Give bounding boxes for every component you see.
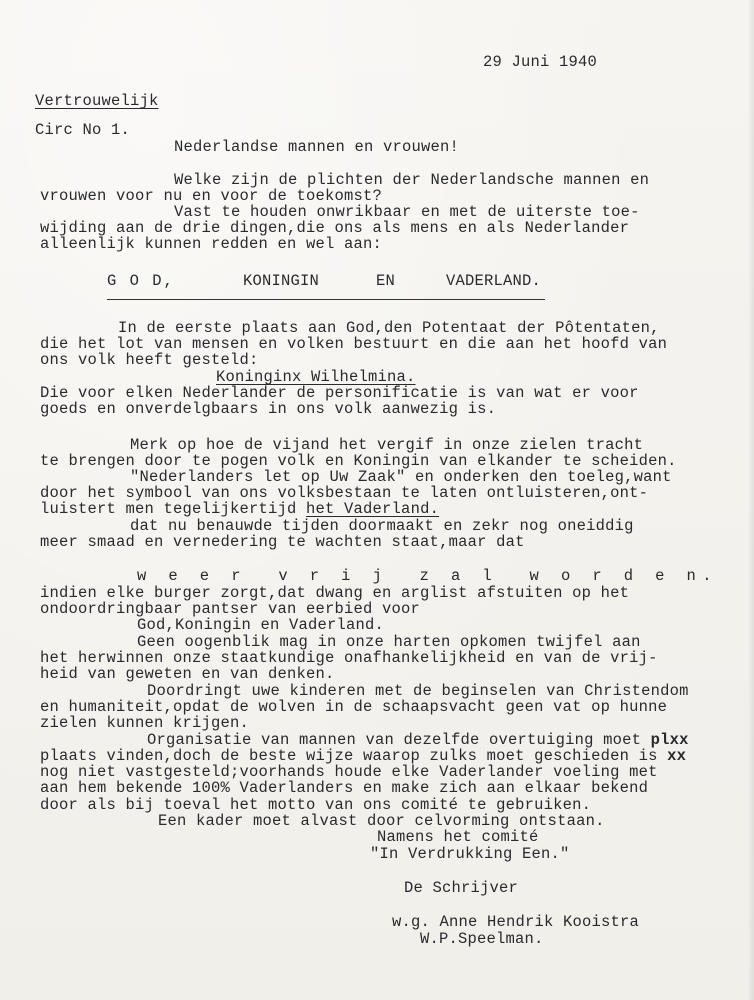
p1-line-3: Vast te houden onwrikbaar en met de uiterste toe- bbox=[174, 203, 640, 221]
p4-line-14: aan hem bekende 100% Vaderlanders en make zich aan elkaar bekend bbox=[40, 779, 649, 797]
p1-line-1: Welke zijn de plichten der Nederlandsche mannen en bbox=[174, 171, 650, 189]
p3-line-1: Merk op hoe de vijand het vergif in onze zielen tracht bbox=[130, 436, 644, 454]
p4-line-9: en humaniteit,opdat de wolven in de schaapsvacht geen vat op hunne bbox=[40, 698, 668, 716]
p3-fatherland: het Vaderland. bbox=[306, 500, 440, 518]
signature-line-1: w.g. Anne Hendrik Kooistra bbox=[392, 913, 640, 931]
p3-line-7: meer smaad en vernedering te wachten staat,maar dat bbox=[40, 533, 525, 551]
p4-line-16: Een kader moet alvast door celvorming ontstaan. bbox=[158, 812, 605, 830]
motto-en: EN bbox=[376, 272, 396, 290]
p4-strikeover-1: plxx bbox=[650, 731, 689, 749]
p2-line-3: ons volk heeft gesteld: bbox=[40, 351, 259, 369]
motto-god: G O D, bbox=[107, 272, 175, 290]
p4-line-11-text: Organisatie van mannen van dezelfde overtuiging moet bbox=[147, 731, 651, 749]
p4-line-6: het herwinnen onze staatkundige onafhankelijkheid en van de vrij- bbox=[40, 649, 658, 667]
p4-line-12 bbox=[40, 748, 686, 764]
p4-strikeover-2: xx bbox=[667, 747, 687, 765]
page-edge-shadow bbox=[748, 0, 754, 1000]
p3-line-5-text: luistert men tegelijkertijd bbox=[40, 500, 307, 518]
salutation: Nederlandse mannen en vrouwen! bbox=[174, 138, 460, 156]
p2-line-2: die het lot van mensen en volken bestuurt en die aan het hoofd van bbox=[40, 335, 668, 353]
p4-line-10: zielen kunnen krijgen. bbox=[40, 714, 250, 732]
p1-line-4: wijding aan de drie dingen,die ons als mens en als Nederlander bbox=[40, 219, 630, 237]
circular-number: Circ No 1. bbox=[35, 121, 131, 139]
p4-line-8: Doordringt uwe kinderen met de beginselen van Christendom bbox=[147, 682, 689, 700]
classification-label: Vertrouwelijk bbox=[35, 92, 159, 110]
p2-line-6: goeds en onverdelgbaars in ons volk aanwezig is. bbox=[40, 400, 497, 418]
p4-line-15: door als bij toeval het motto van ons comité te gebruiken. bbox=[40, 796, 592, 814]
p1-line-5: alleenlijk kunnen redden en wel aan: bbox=[40, 235, 383, 253]
motto-vaderland: VADERLAND. bbox=[446, 272, 542, 290]
p3-line-5 bbox=[40, 501, 439, 517]
p1-line-2: vrouwen voor nu en voor de toekomst? bbox=[40, 187, 383, 205]
p2-line-1: In de eerste plaats aan God,den Potentaat der Pôtentaten, bbox=[118, 319, 660, 337]
p3-line-2: te brengen door te pogen volk en Koningin van elkander te scheiden. bbox=[40, 452, 677, 470]
p4-line-3: ondoordringbaar pantser van eerbied voor bbox=[40, 600, 421, 618]
signature-line-2: W.P.Speelman. bbox=[420, 930, 544, 948]
motto-divider bbox=[107, 299, 545, 300]
p4-line-5: Geen oogenblik mag in onze harten opkomen twijfel aan bbox=[137, 633, 641, 651]
p3-line-6: dat nu benauwde tijden doormaakt en zekr nog oneiddig bbox=[130, 517, 634, 535]
p4-line-7: heid van geweten en van denken. bbox=[40, 665, 335, 683]
p3-line-3: "Nederlanders let op Uw Zaak" en onderken den toeleg,want bbox=[130, 468, 672, 486]
p4-free-again: w e e r v r i j z a l w o r d e n. bbox=[137, 567, 718, 585]
document-date: 29 Juni 1940 bbox=[483, 53, 598, 71]
p4-line-2: indien elke burger zorgt,dat dwang en arglist afstuiten op het bbox=[40, 584, 630, 602]
p2-line-5: Die voor elken Nederlander de personificatie is van wat er voor bbox=[40, 384, 639, 402]
p3-line-4: door het symbool van ons volksbestaan te laten ontluisteren,ont- bbox=[40, 484, 649, 502]
p4-line-12-text: plaats vinden,doch de beste wijze waarop zulks moet geschieden is bbox=[40, 747, 668, 765]
p2-queen-name: Koninginx Wilhelmina. bbox=[216, 368, 416, 386]
motto-koningin: KONINGIN bbox=[243, 272, 320, 290]
p4-line-11 bbox=[147, 732, 689, 748]
p4-line-13: nog niet vastgesteld;voorhands houde elke Vaderlander voeling met bbox=[40, 763, 658, 781]
closing-author-label: De Schrijver bbox=[404, 879, 519, 897]
closing-committee: "In Verdrukking Een." bbox=[370, 845, 570, 863]
closing-namens: Namens het comité bbox=[377, 828, 539, 846]
p4-line-4: God,Koningin en Vaderland. bbox=[137, 616, 385, 634]
